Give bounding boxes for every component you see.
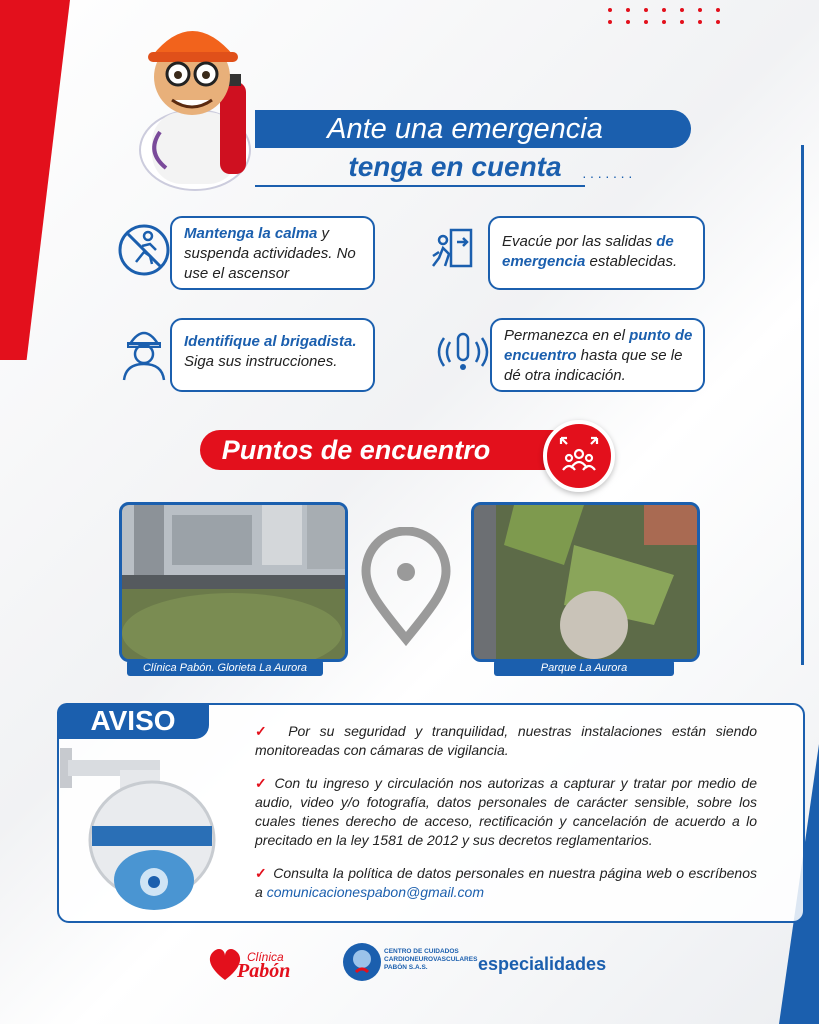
notice-text (255, 722, 757, 916)
notice-item: ✓ Consulta la política de datos personales en nuestra página web o escríbenos a comunicacionespabon@gmail.com (255, 865, 757, 900)
photo-caption: Parque La Aurora (494, 660, 674, 676)
tip-evacuate (488, 216, 705, 290)
check-icon: ✓ (255, 865, 268, 881)
photo-glorieta-la-aurora (119, 502, 348, 662)
logo-especialidades: especialidades (478, 954, 607, 974)
tip-text: y suspenda actividades. No use el ascensor (184, 225, 356, 282)
logo-line: CENTRO DE CUIDADOS (384, 948, 459, 955)
notice-item: ✓ Con tu ingreso y circulación nos autorizas a capturar y tratar por medio de audio, video y/o fotografía, datos personales de carácter sensible, sobre los cuales tienes derecho de acceso, rectificación y cancelación de acuerdo a lo precitado en la ley 1581 de 2012 y sus decretos reglamentarios. (255, 775, 757, 848)
location-pin-icon (356, 527, 456, 647)
tip-stay-calm (170, 216, 375, 290)
alert-icon (436, 330, 492, 386)
photo-caption: Clínica Pabón. Glorieta La Aurora (127, 660, 323, 676)
email-link[interactable]: comunicacionespabon@gmail.com (266, 884, 485, 900)
tip-text: hasta que se le dé otra indicación. (504, 347, 683, 384)
logo-line: CARDIONEUROVASCULARES (384, 956, 478, 963)
logo-text-big: Pabón (237, 960, 291, 982)
notice-title: AVISO (57, 703, 209, 739)
tip-text: Permanezca en el (504, 327, 630, 344)
title-underline (255, 185, 585, 187)
meeting-points-title: Puntos de encuentro (200, 430, 572, 470)
tip-meeting-point (490, 318, 705, 392)
dot-pattern (608, 8, 726, 24)
check-icon: ✓ (255, 775, 269, 791)
tip-text: establecidas. (585, 253, 678, 270)
logo-line: PABÓN S.A.S. (384, 964, 428, 971)
page-title: Ante una emergencia (327, 113, 603, 145)
tip-highlight: punto de encuentro (504, 327, 693, 364)
logo-text-small: Clínica (247, 950, 284, 964)
tip-highlight: Identifique al brigadista. (184, 333, 357, 350)
red-side-band (0, 0, 70, 360)
tip-highlight: Mantenga la calma (184, 225, 318, 242)
brain-logo-icon (342, 942, 382, 982)
title-dots: ······· (582, 168, 636, 184)
security-camera-icon (60, 740, 230, 920)
no-running-icon (116, 222, 172, 278)
tip-text: Evacúe por las salidas (502, 233, 657, 250)
mascot-illustration (130, 12, 260, 192)
right-divider (801, 145, 804, 665)
exit-icon (425, 222, 481, 278)
logo-clinica-pabon (205, 940, 305, 992)
check-icon: ✓ (255, 723, 273, 739)
brigadist-icon (116, 322, 172, 378)
tip-brigadist (170, 318, 375, 392)
page-subtitle: tenga en cuenta (348, 151, 562, 182)
tip-text: Siga sus instrucciones. (184, 353, 338, 370)
group-icon (543, 420, 615, 492)
logo-centro-cuidados (342, 942, 478, 986)
tip-highlight: de emergencia (502, 233, 674, 270)
photo-parque-la-aurora (471, 502, 700, 662)
notice-item: ✓ Por su seguridad y tranquilidad, nuestras instalaciones están siendo monitoreadas con cámaras de vigilancia. (255, 723, 758, 758)
